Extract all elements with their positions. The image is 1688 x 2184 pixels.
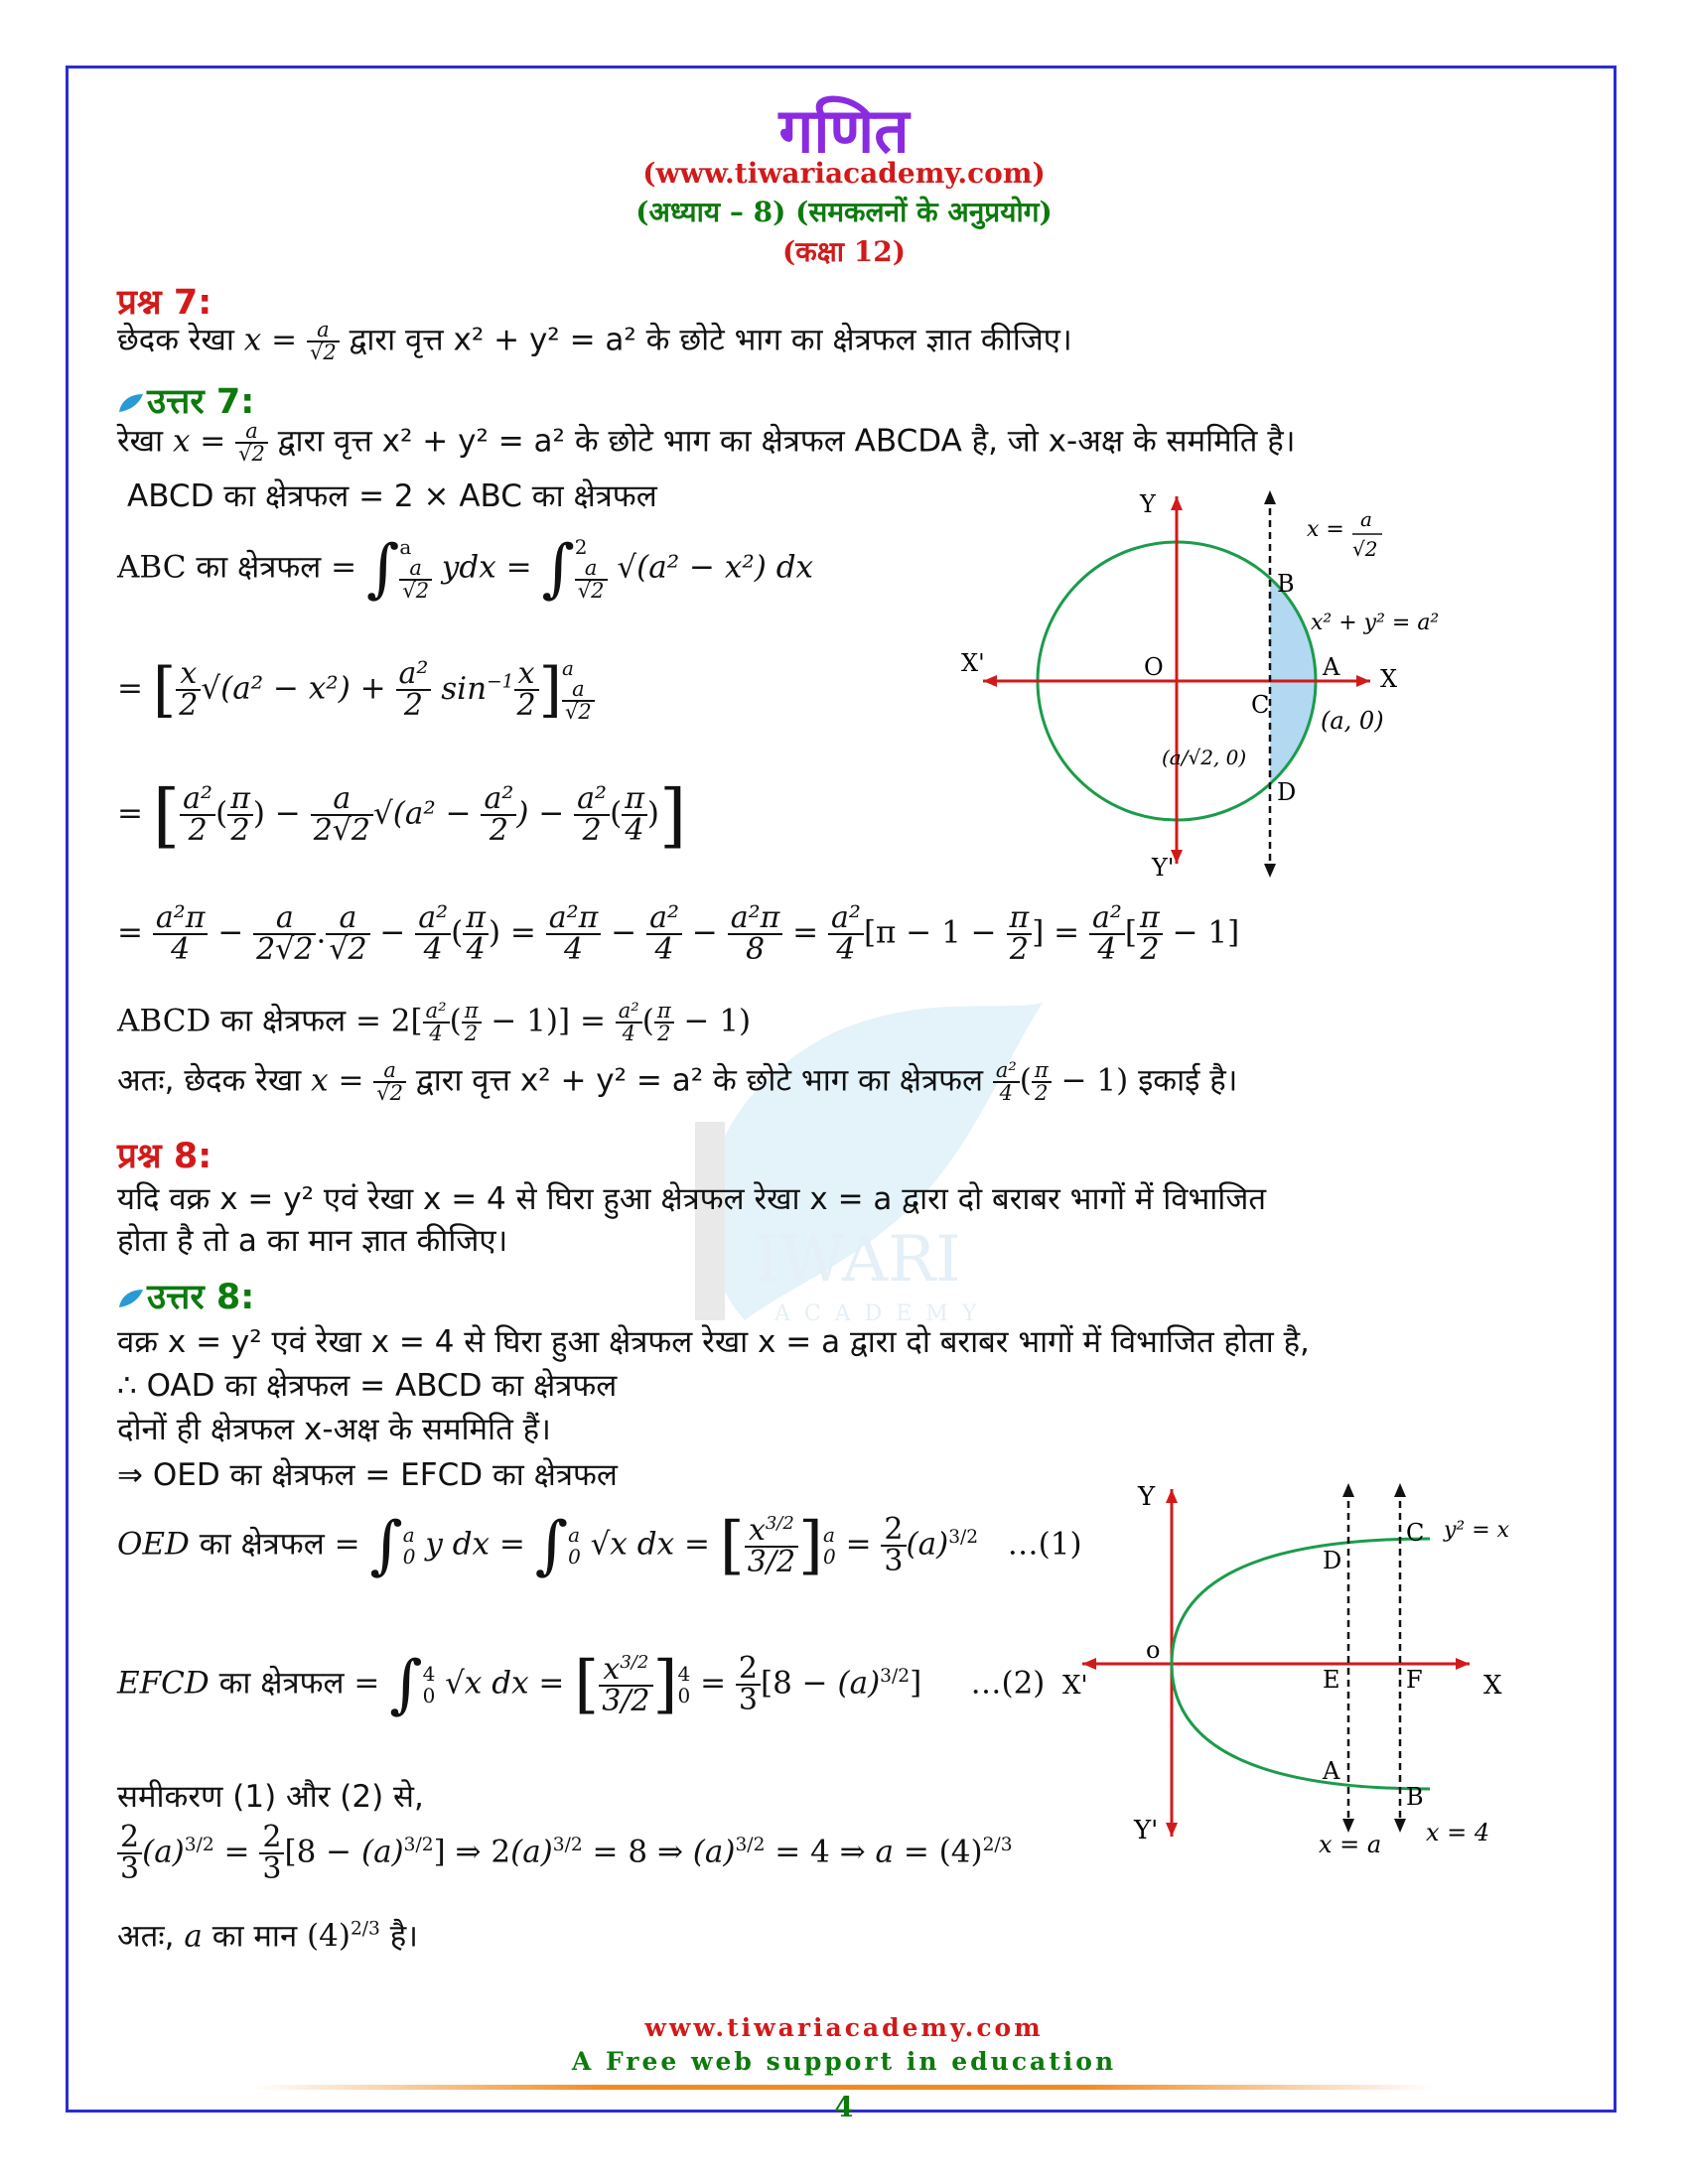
label-y-neg: Y' bbox=[1152, 854, 1175, 882]
label2-f: F bbox=[1406, 1666, 1423, 1694]
label-x-neg: X' bbox=[961, 649, 985, 677]
equation-substitution: = [ $\frac{\text{a²}}{2}$ ( $\frac{\pi}{2}$ ) − $\frac{a}{2√2}$ √(a² − $\frac{\text{a²}}{2}$ ) − $\frac{\text{a²}}{2}$ ( $\frac{\pi}{4}$ )] bbox=[117, 774, 687, 856]
answer-7-line2: ABCD का क्षेत्रफल = 2 × ABC का क्षेत्रफल bbox=[127, 478, 657, 514]
header-site: (www.tiwariacademy.com) bbox=[642, 157, 1046, 190]
watermark-sub: ACADEMY bbox=[774, 1301, 991, 1326]
equation-abcd-area: ABCD का क्षेत्रफल = 2[ $\frac{\text{a²}}{4}$ ( $\frac{\pi}{2}$ − 1)] = $\frac{\text{a²}}{4}$ ( $\frac{\pi}{2}$ − 1) bbox=[117, 999, 752, 1045]
leaf-logo-icon bbox=[117, 392, 145, 414]
abc-area-label: ABC का क्षेत्रफल bbox=[117, 549, 322, 586]
label-x: X bbox=[1380, 665, 1398, 693]
label2-x: X bbox=[1483, 1671, 1502, 1701]
final-a: अतः, bbox=[117, 1918, 175, 1955]
question-7-text-b: द्वारा वृत्त x² + y² = a² के छोटे भाग का क्षेत्रफल ज्ञात कीजिए। bbox=[349, 322, 1072, 358]
label2-c: C bbox=[1406, 1519, 1425, 1547]
label2-y: Y bbox=[1138, 1482, 1156, 1512]
question-8-line2: होता है तो a का मान ज्ञात कीजिए। bbox=[117, 1223, 508, 1259]
answer-8-line4: ⇒ OED का क्षेत्रफल = EFCD का क्षेत्रफल bbox=[117, 1457, 618, 1493]
equation-solve: $\frac{2}{3}$ $(a)^{3/2}$ = $\frac{2}{3}$ $[8 - (a)^{3/2}]$ ⇒ $2(a)^{3/2} = 8$ ⇒ $(a)^{3/2} = 4$ ⇒ $a = (4)^{2/3}$ bbox=[117, 1823, 1013, 1884]
label-y: Y bbox=[1140, 490, 1156, 518]
label-line-frac: a bbox=[1360, 507, 1372, 531]
circle-diagram bbox=[953, 477, 1470, 893]
watermark-brand: IWARI bbox=[755, 1223, 961, 1297]
answer-7-line1-b: द्वारा वृत्त x² + y² = a² के छोटे भाग का क्षेत्रफल ABCDA है, जो x-अक्ष के सममिति है। bbox=[277, 423, 1296, 460]
watermark-logo bbox=[635, 993, 1053, 1350]
question-7-label: प्रश्न 7: bbox=[117, 283, 212, 323]
label-point-c: (a/√2, 0) bbox=[1162, 746, 1247, 769]
parabola-diagram bbox=[1062, 1469, 1539, 1866]
label2-d: D bbox=[1323, 1547, 1342, 1574]
conclusion-b: द्वारा वृत्त x² + y² = a² के छोटे भाग का क्षेत्रफल bbox=[415, 1062, 983, 1099]
answer-8-label-text: उत्तर 8: bbox=[147, 1278, 255, 1317]
equation-from-label: समीकरण (1) और (2) से, bbox=[117, 1779, 424, 1815]
label-line-eq: x = bbox=[1307, 517, 1344, 542]
label2-y-neg: Y' bbox=[1134, 1816, 1159, 1845]
label-o: O bbox=[1144, 653, 1164, 681]
equation-antiderivative: = [ $\frac{x}{2}$ √(a² − x²) + $\frac{\text{a²}}{2}$ $\sin^{-1}$ $\frac{x}{2}$ ] a a √2 bbox=[117, 655, 595, 725]
question-8-label: प्रश्न 8: bbox=[117, 1137, 212, 1176]
label2-b: B bbox=[1406, 1783, 1424, 1811]
answer-8-final: अतः, a का मान $(4)^{2/3}$ है। bbox=[117, 1918, 418, 1955]
final-c: है। bbox=[389, 1918, 418, 1955]
header-class: (कक्षा 12) bbox=[781, 235, 907, 268]
page-title: गणित bbox=[778, 94, 910, 167]
answer-7-label bbox=[117, 377, 254, 424]
label-a: A bbox=[1323, 653, 1340, 681]
header-chapter: (अध्याय – 8) (समकलनों के अनुप्रयोग) bbox=[635, 196, 1053, 228]
label2-o: o bbox=[1146, 1636, 1161, 1664]
label2-curve-eq: y² = x bbox=[1444, 1518, 1510, 1543]
label2-x-neg: X' bbox=[1062, 1671, 1088, 1701]
final-b: का मान bbox=[211, 1918, 298, 1955]
answer-7-conclusion: अतः, छेदक रेखा x = $\frac{a}{√2}$ द्वारा वृत्त x² + y² = a² के छोटे भाग का क्षेत्रफल $\frac{\text{a²}}{4}$ ( $\frac{\pi}{2}$ − 1) इकाई है। bbox=[117, 1058, 1238, 1105]
label-b: B bbox=[1277, 570, 1295, 598]
label-line-frac-den: √2 bbox=[1352, 537, 1378, 561]
equation-oed-area: OED का क्षेत्रफल = ∫ a 0 y dx = ∫ a 0 √x dx = [ $\frac{x^{3/2}}{3/2}$ ] a 0 = $\frac{2}{3}$ $(a)^{3/2}$ …(1) bbox=[117, 1509, 1082, 1582]
answer-7-line1-a: रेखा bbox=[117, 423, 164, 460]
label-c: C bbox=[1251, 691, 1270, 719]
label2-a: A bbox=[1323, 1757, 1340, 1785]
oed-area-label: का क्षेत्रफल bbox=[199, 1526, 325, 1563]
label-d: D bbox=[1277, 778, 1297, 806]
question-8-line1: यदि वक्र x = y² एवं रेखा x = 4 से घिरा हुआ क्षेत्रफल रेखा x = a द्वारा दो बराबर भागों में विभाजित bbox=[117, 1181, 1267, 1217]
answer-7-label-text: उत्तर 7: bbox=[147, 382, 255, 422]
answer-8-line1: वक्र x = y² एवं रेखा x = 4 से घिरा हुआ क्षेत्रफल रेखा x = a द्वारा दो बराबर भागों में विभाजित होता है, bbox=[117, 1324, 1310, 1360]
answer-8-line2: ∴ OAD का क्षेत्रफल = ABCD का क्षेत्रफल bbox=[117, 1368, 618, 1404]
question-7-text-a: छेदक रेखा bbox=[117, 322, 234, 358]
label2-e: E bbox=[1323, 1666, 1340, 1694]
efcd-area-label: का क्षेत्रफल bbox=[218, 1665, 345, 1702]
answer-8-line3: दोनों ही क्षेत्रफल x-अक्ष के सममिति हैं। bbox=[117, 1412, 551, 1447]
label-circle-eq: x² + y² = a² bbox=[1311, 611, 1440, 635]
answer-8-label bbox=[117, 1273, 254, 1319]
footer-divider bbox=[253, 2085, 1435, 2090]
conclusion-a: अतः, छेदक रेखा bbox=[117, 1062, 302, 1099]
leaf-logo-icon-2 bbox=[117, 1288, 145, 1309]
label-point-a: (a, 0) bbox=[1321, 707, 1384, 735]
equation-abc-area: ABC का क्षेत्रफल = ∫ a a √2 ydx = ∫ 2 a √2 √(a² − x²) dx bbox=[117, 532, 814, 606]
label2-line-4: x = 4 bbox=[1426, 1819, 1490, 1846]
page-number: 4 bbox=[834, 2091, 854, 2123]
answer-7-line1: रेखा x = $\frac{a}{√2}$ द्वारा वृत्त x² + y² = a² के छोटे भाग का क्षेत्रफल ABCDA है, जो x-अक्ष के सममिति है। bbox=[117, 419, 1296, 466]
footer-url[interactable]: www.tiwariacademy.com bbox=[644, 2013, 1044, 2042]
footer-support: A Free web support in education bbox=[571, 2047, 1117, 2076]
abcd-area-label: ABCD का क्षेत्रफल bbox=[117, 1003, 347, 1039]
label2-line-a: x = a bbox=[1319, 1831, 1382, 1858]
question-7-text: छेदक रेखा x = $\frac{a}{√2}$ द्वारा वृत्त x² + y² = a² के छोटे भाग का क्षेत्रफल ज्ञात कीजिए। bbox=[117, 318, 1072, 364]
equation-efcd-area: EFCD का क्षेत्रफल = ∫ 4 0 √x dx = [ $\frac{x^{3/2}}{3/2}$ ] 4 0 = $\frac{2}{3}$ $[8 - (a)^{3/2}]$ …(2) bbox=[117, 1648, 1046, 1721]
equation-simplify: = $\frac{\text{a²π}}{4}$ − $\frac{a}{2√2}$ . $\frac{a}{√2}$ − $\frac{\text{a²}}{4}$ ( $\frac{\pi}{4}$ ) = $\frac{\text{a²π}}{4}$ − $\frac{\text{a²}}{4}$ − $\frac{\text{a²π}}{8}$ = $\frac{\text{a²}}{4}$ [π − 1 − $\frac{\pi}{2}$ ] = $\frac{\text{a²}}{4}$ [ $\frac{\pi}{2}$ − 1] bbox=[117, 900, 1240, 967]
conclusion-c: इकाई है। bbox=[1138, 1062, 1238, 1099]
